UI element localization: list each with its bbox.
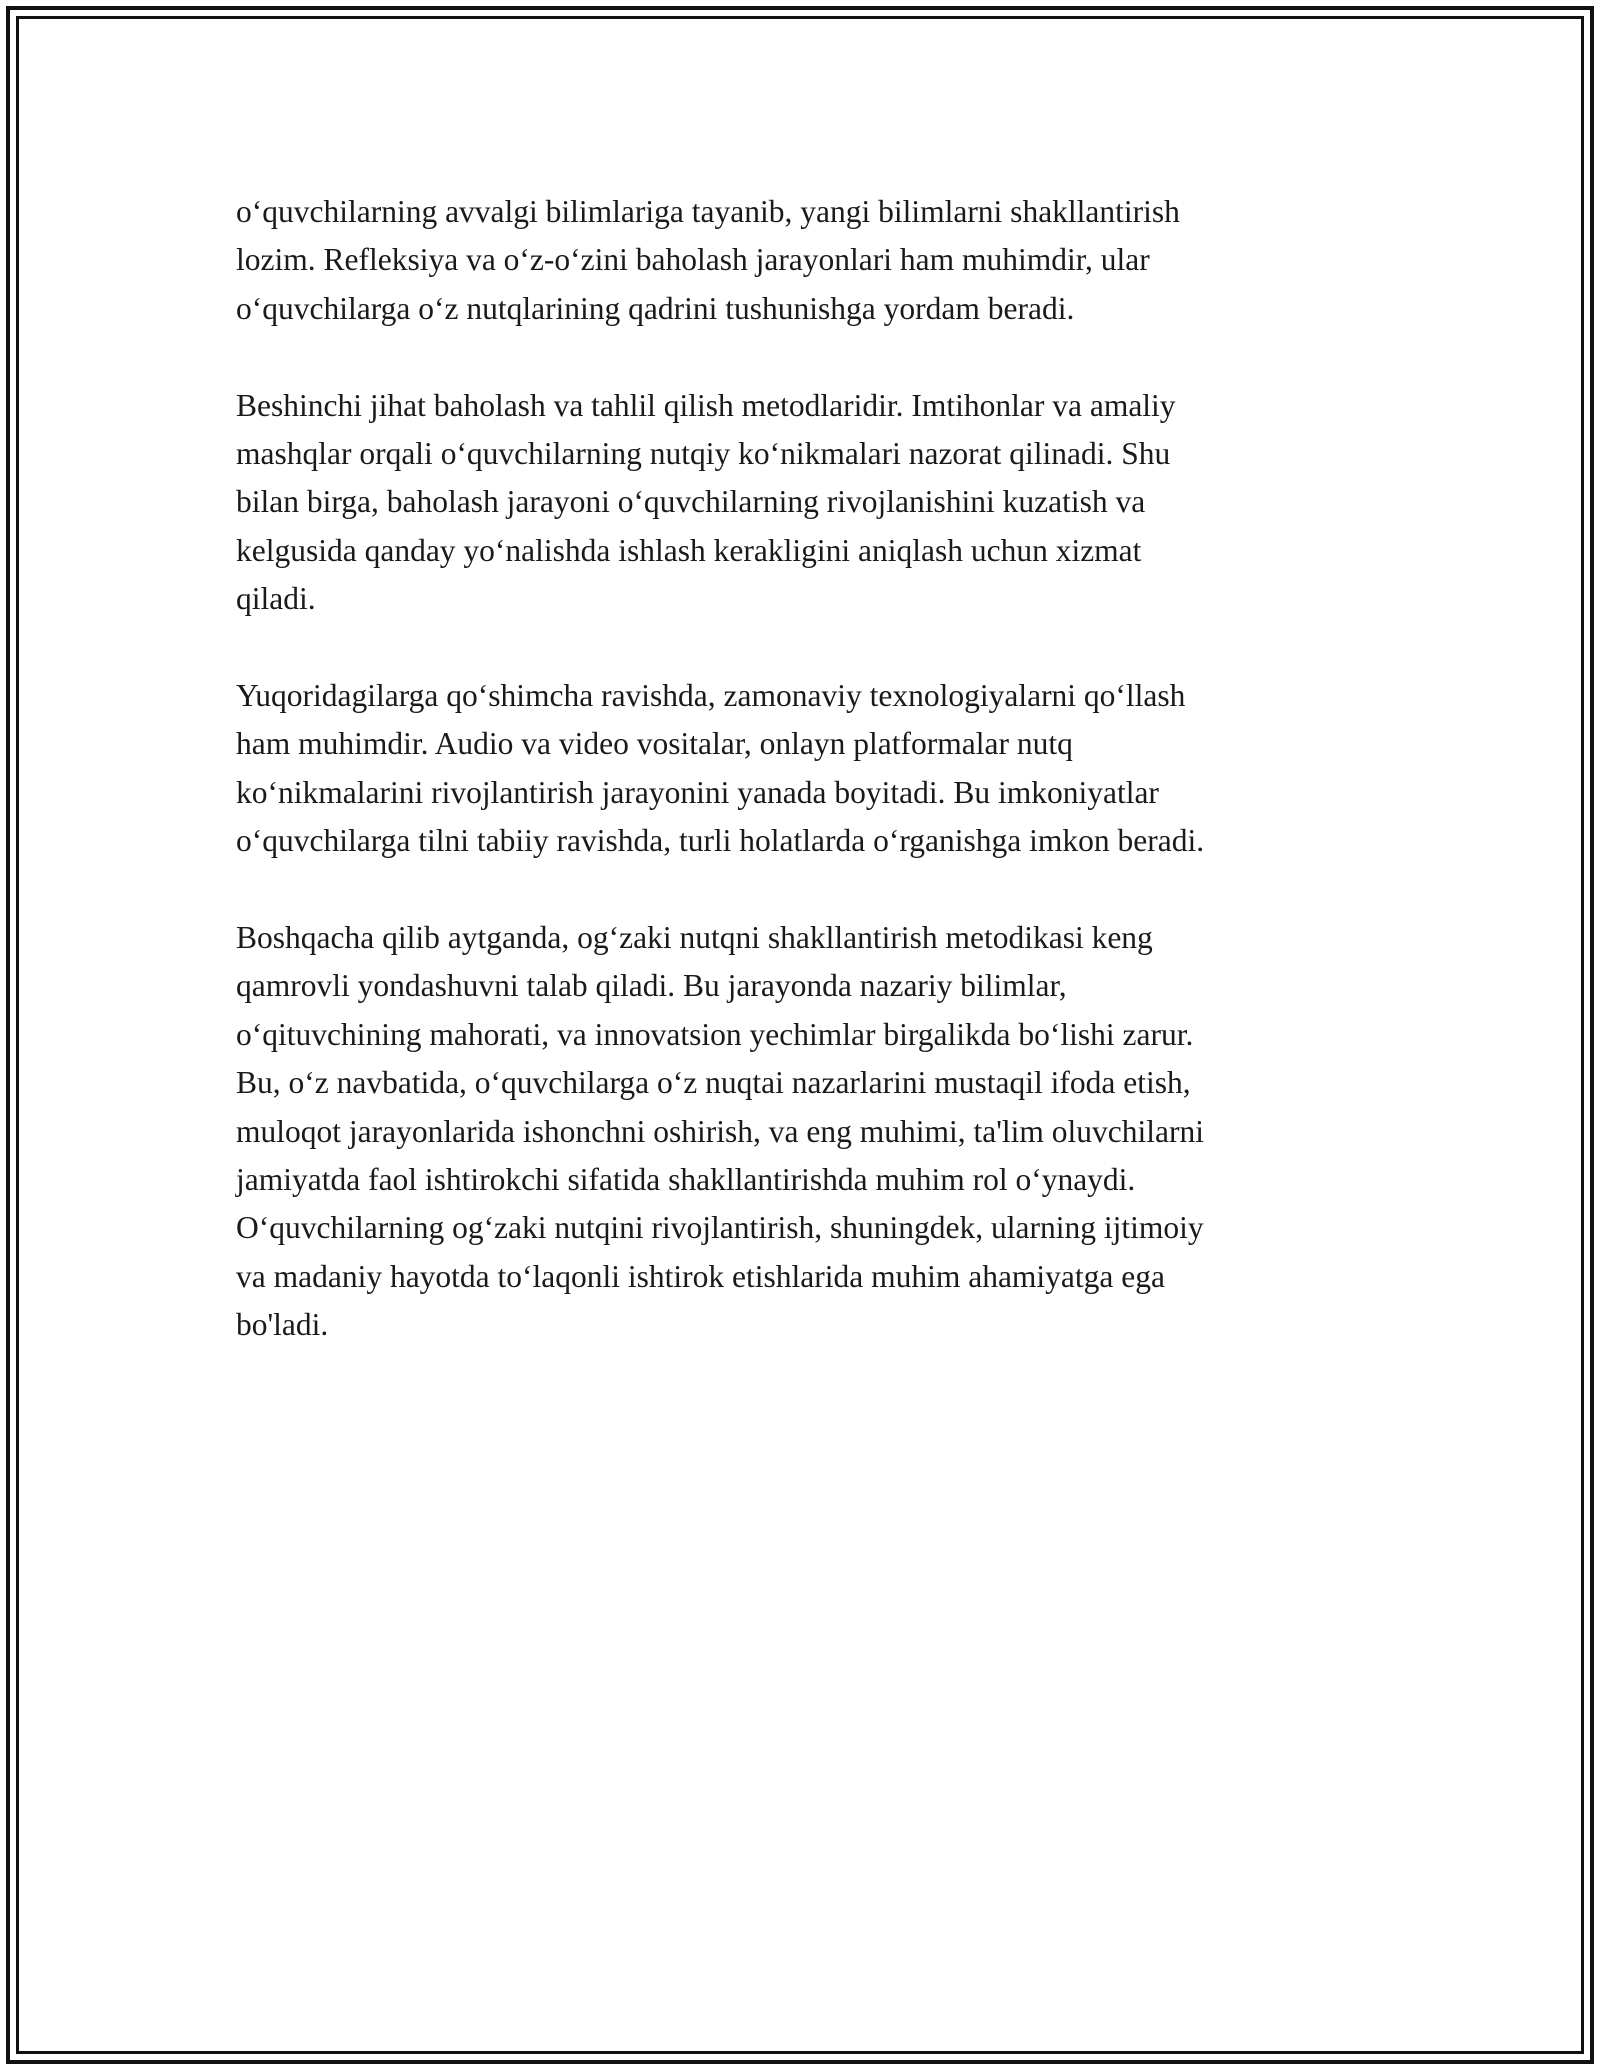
text-line: Boshqacha qilib aytganda, og‘zaki nutqni shakllantirish metodikasi keng [236, 920, 1153, 956]
text-line: qiladi. [236, 581, 316, 617]
paragraph-spacer [236, 866, 1376, 914]
paragraph [236, 914, 1376, 1350]
text-line: qamrovli yondashuvni talab qiladi. Bu jarayonda nazariy bilimlar, [236, 968, 1067, 1004]
text-line: Beshinchi jihat baholash va tahlil qilish metodlaridir. Imtihonlar va amaliy [236, 387, 1176, 423]
paragraph-spacer [236, 624, 1376, 672]
paragraph [236, 672, 1376, 866]
text-line: mashqlar orqali o‘quvchilarning nutqiy ko‘nikmalari nazorat qilinadi. Shu [236, 436, 1171, 472]
text-line: lozim. Refleksiya va o‘z-o‘zini baholash jarayonlari ham muhimdir, ular [236, 242, 1150, 278]
text-line: ham muhimdir. Audio va video vositalar, onlayn platformalar nutq [236, 726, 1073, 762]
text-line: kelgusida qanday yo‘nalishda ishlash kerakligini aniqlash uchun xizmat [236, 532, 1142, 568]
text-line: Yuqoridagilarga qo‘shimcha ravishda, zamonaviy texnologiyalarni qo‘llash [236, 678, 1186, 714]
paragraph-spacer [236, 333, 1376, 381]
text-line: o‘quvchilarning avvalgi bilimlariga tayanib, yangi bilimlarni shakllantirish [236, 194, 1180, 229]
text-line: jamiyatda faol ishtirokchi sifatida shakllantirishda muhim rol o‘ynaydi. [236, 1162, 1136, 1198]
text-line: o‘quvchilarga o‘z nutqlarining qadrini tushunishga yordam beradi. [236, 290, 1075, 326]
text-line: ko‘nikmalarini rivojlantirish jarayonini yanada boyitadi. Bu imkoniyatlar [236, 774, 1159, 810]
text-line: muloqot jarayonlarida ishonchni oshirish, va eng muhimi, ta'lim oluvchilarni [236, 1113, 1205, 1149]
text-line: o‘qituvchining mahorati, va innovatsion yechimlar birgalikda bo‘lishi zarur. [236, 1016, 1194, 1052]
text-line: bo'ladi. [236, 1307, 329, 1343]
paragraph [236, 382, 1376, 624]
text-line: bilan birga, baholash jarayoni o‘quvchilarning rivojlanishini kuzatish va [236, 484, 1146, 520]
document-body [236, 188, 1376, 1350]
text-line: va madaniy hayotda to‘laqonli ishtirok etishlarida muhim ahamiyatga ega [236, 1258, 1165, 1294]
paragraph [236, 188, 1376, 333]
text-line: O‘quvchilarning og‘zaki nutqini rivojlantirish, shuningdek, ularning ijtimoiy [236, 1210, 1204, 1246]
text-line: o‘quvchilarga tilni tabiiy ravishda, turli holatlarda o‘rganishga imkon beradi. [236, 823, 1205, 859]
text-line: Bu, o‘z navbatida, o‘quvchilarga o‘z nuqtai nazarlarini mustaqil ifoda etish, [236, 1065, 1191, 1101]
